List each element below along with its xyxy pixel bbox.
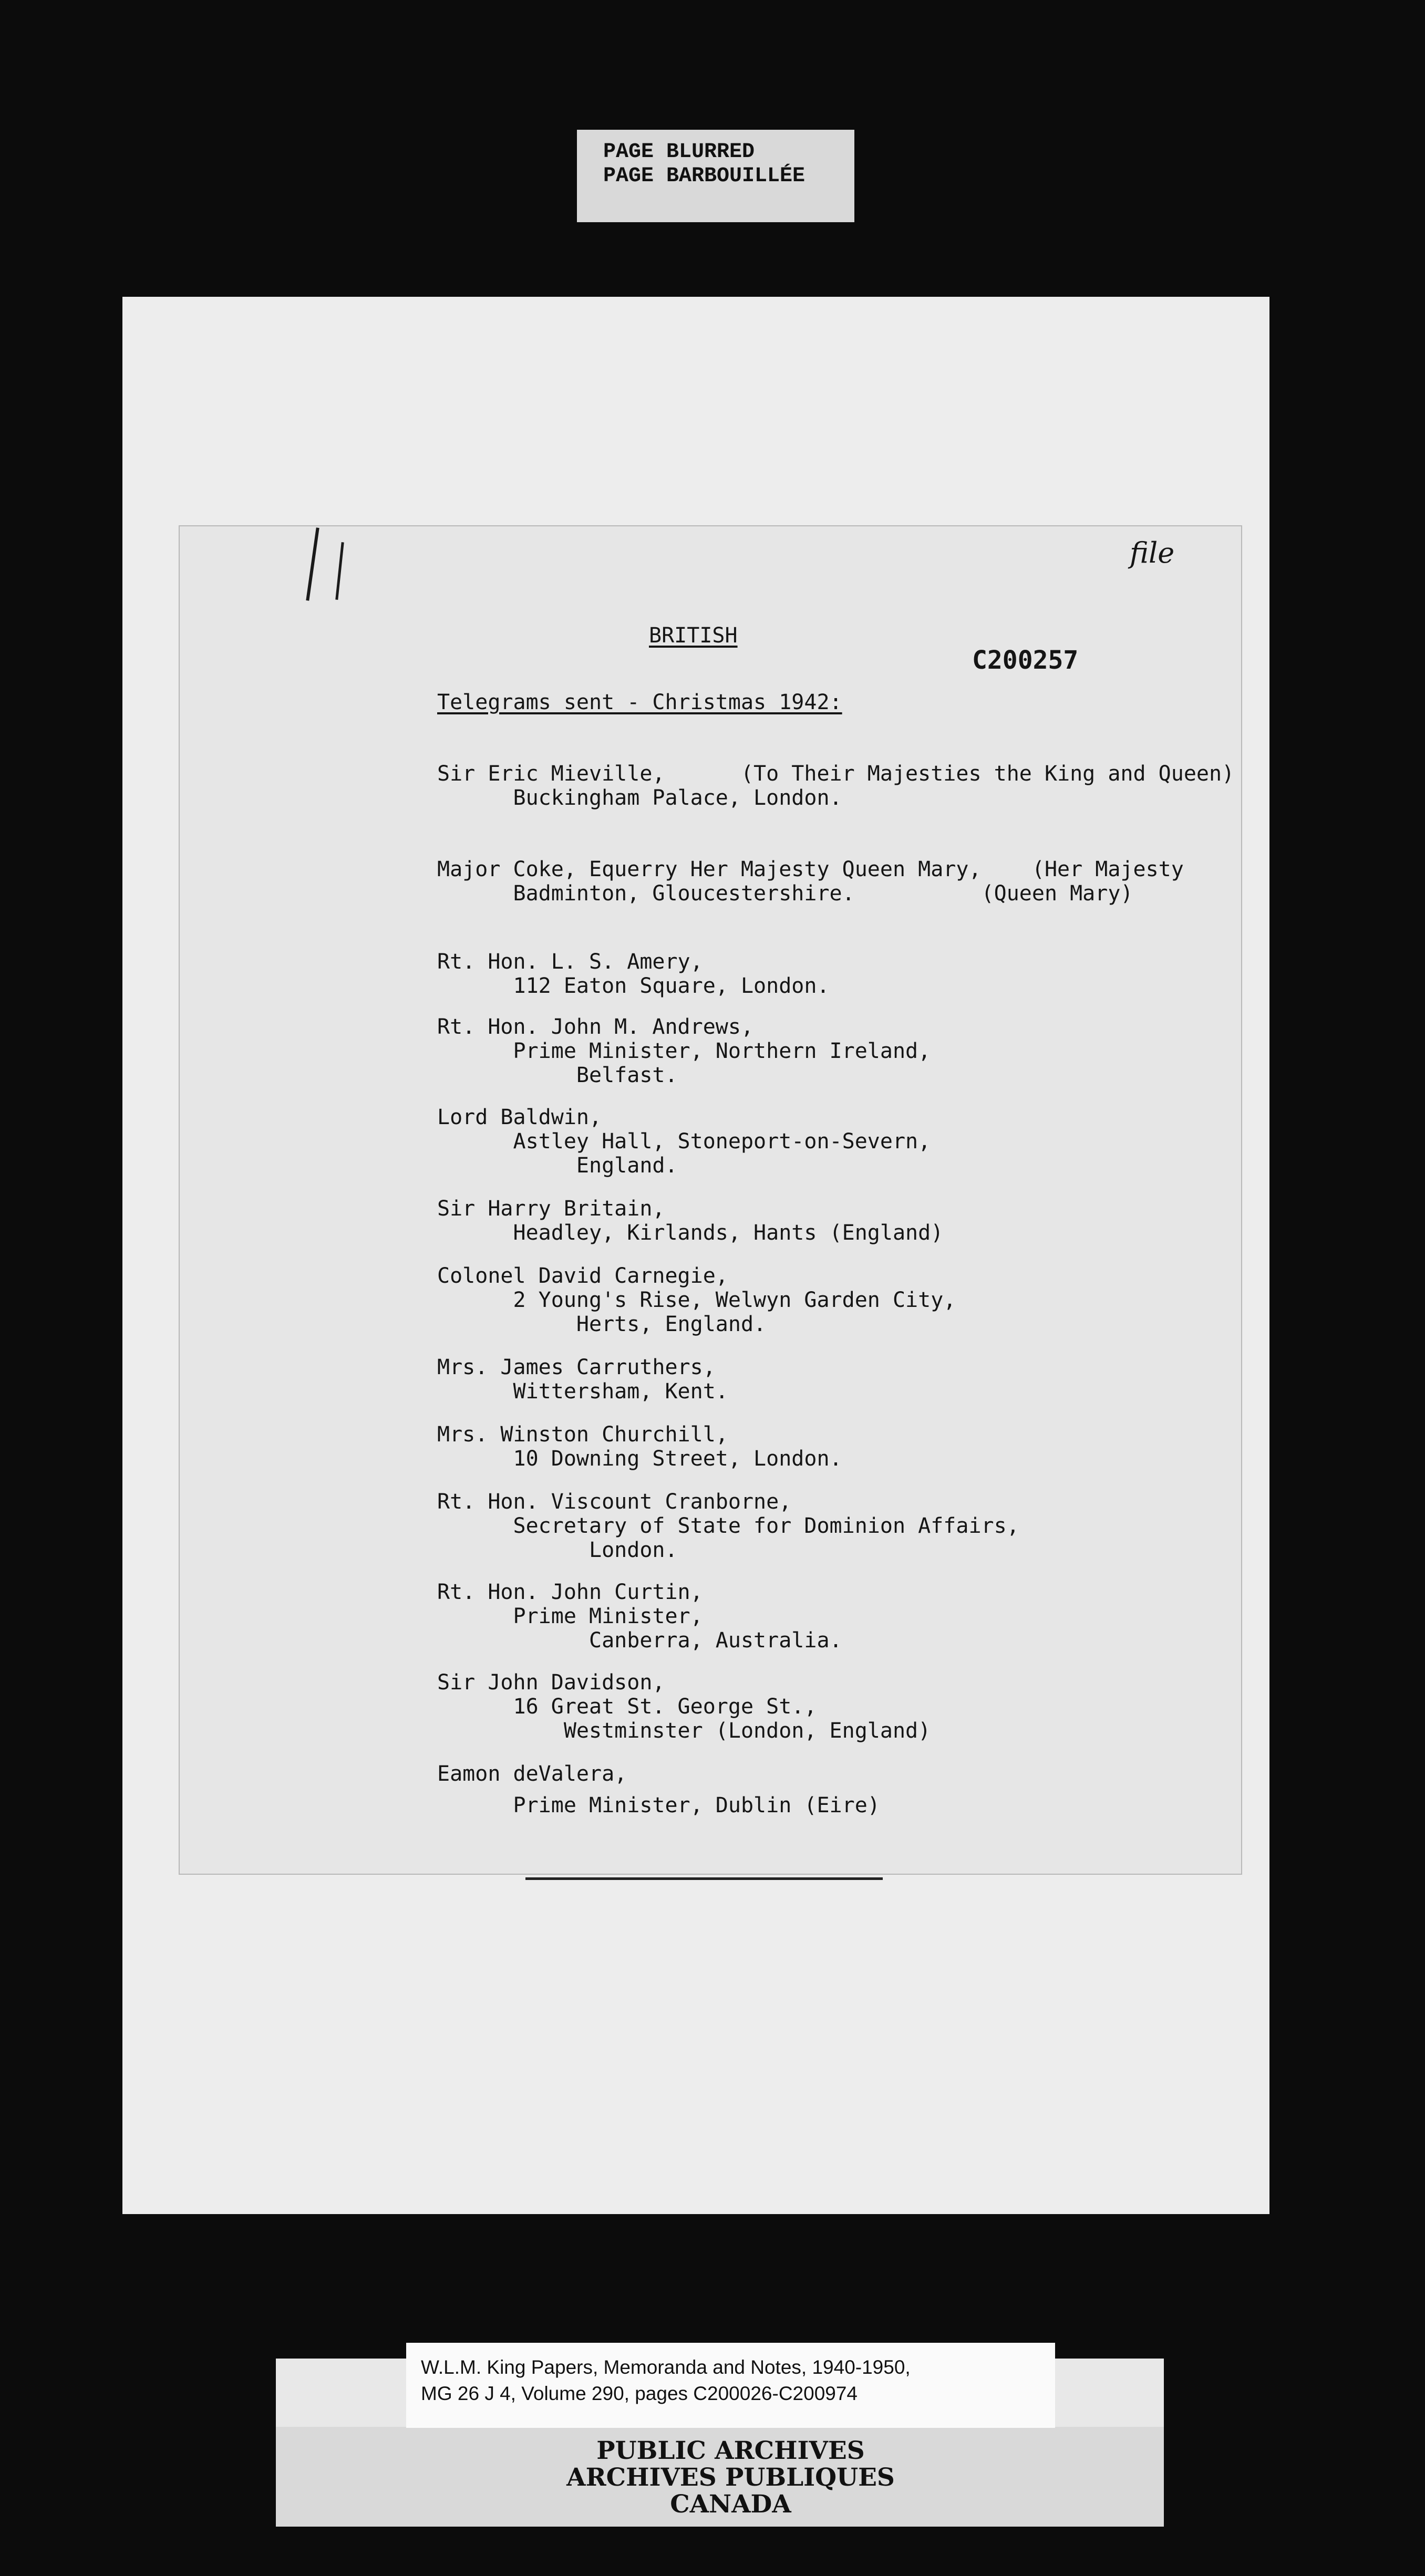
citation-label [406,2343,1055,2428]
heading: BRITISH [649,624,738,648]
entry-line: 16 Great St. George St., [437,1695,817,1719]
entry-line: 112 Eaton Square, London. [437,974,830,998]
entry-line: 10 Downing Street, London. [437,1447,842,1471]
blurred-page-stamp [577,130,854,222]
entry-line: Wittersham, Kent. [437,1379,728,1404]
entry-line: Sir Harry Britain, [437,1197,665,1221]
citation-line-2: MG 26 J 4, Volume 290, pages C200026-C200974 [421,2383,858,2404]
document-number: C200257 [972,646,1079,675]
entry-line: Prime Minister, [437,1604,703,1628]
entry-line: London. [437,1538,678,1562]
entry-line: Canberra, Australia. [437,1628,842,1653]
entry-line: Belfast. [437,1063,678,1087]
subheading: Telegrams sent - Christmas 1942: [437,690,842,714]
entry-line: Secretary of State for Dominion Affairs, [437,1514,1019,1538]
entry-line: Prime Minister, Dublin (Eire) [437,1793,880,1817]
entry-line: Rt. Hon. John M. Andrews, [437,1015,754,1039]
stamp-line-1: PAGE BLURRED [603,140,755,164]
entry-line: Badminton, Gloucestershire. (Queen Mary) [437,881,1133,906]
archives-line-1: PUBLIC ARCHIVES [596,2436,865,2465]
entry-line: Rt. Hon. L. S. Amery, [437,950,703,974]
typed-page [179,525,1242,1875]
divider-line [525,1877,883,1880]
entry-line: Herts, England. [437,1312,767,1336]
stamp-line-2: PAGE BARBOUILLÉE [603,164,806,188]
entry-line: Astley Hall, Stoneport-on-Severn, [437,1129,931,1154]
pencil-mark [335,542,344,600]
entry-line: Headley, Kirlands, Hants (England) [437,1221,944,1245]
entry-line: Westminster (London, England) [437,1719,931,1743]
pencil-mark [306,527,319,600]
archives-stamp [406,2437,1055,2518]
citation-line-1: W.L.M. King Papers, Memoranda and Notes, 1940-1950, [421,2356,911,2378]
entry-line: Buckingham Palace, London. [437,786,842,810]
entry-line: 2 Young's Rise, Welwyn Garden City, [437,1288,956,1312]
archives-line-3: CANADA [670,2490,791,2519]
handwritten-note: file [1130,536,1175,569]
archives-line-2: ARCHIVES PUBLIQUES [566,2463,895,2492]
entry-line: Rt. Hon. Viscount Cranborne, [437,1490,792,1514]
entry-line: Sir John Davidson, [437,1670,665,1695]
entry-line: Mrs. James Carruthers, [437,1355,716,1379]
entry-line: Colonel David Carnegie, [437,1264,728,1288]
entry-line: Major Coke, Equerry Her Majesty Queen Mary, (Her Majesty [437,857,1184,881]
entry-line: England. [437,1154,678,1178]
entry-line: Lord Baldwin, [437,1105,602,1129]
entry-line: Mrs. Winston Churchill, [437,1422,728,1447]
entry-line: Eamon deValera, [437,1762,627,1786]
entry-line: Sir Eric Mieville, (To Their Majesties the King and Queen) [437,762,1235,786]
entry-line: Rt. Hon. John Curtin, [437,1580,703,1604]
entry-line: Prime Minister, Northern Ireland, [437,1039,931,1063]
